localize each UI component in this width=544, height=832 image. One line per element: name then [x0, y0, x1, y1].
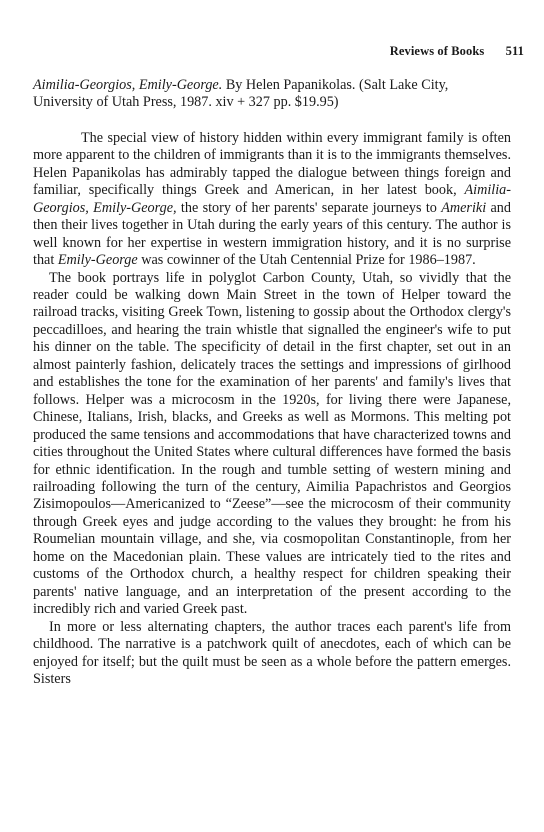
running-head-title: Reviews of Books: [389, 44, 485, 58]
citation-book-title: Aimilia-Georgios, Emily-George.: [33, 77, 223, 93]
p1-italic-title: Aimilia-Georgios, Emily-George,: [33, 182, 511, 216]
review-paragraph-3: In more or less alternating chapters, the author traces each parent's life from childhood. The narrative is a patchwork quilt of anecdotes, each of which can be enjoyed for itself; but the quilt must be seen as a whole before the pattern emerges. Sisters: [33, 618, 511, 687]
citation-details: By Helen Papanikolas. (Salt Lake City, University of Utah Press, 1987. xiv + 327 pp. $19.95): [33, 77, 449, 111]
p1-italic-emily-george: Emily-George: [57, 252, 138, 269]
citation-text: [33, 77, 511, 112]
review-paragraph-1: [33, 130, 511, 270]
p1-text-b: the story of her parents' separate journeys to: [176, 199, 442, 216]
review-body: [33, 77, 511, 688]
book-citation: [33, 77, 511, 112]
p1-text-c: and then their lives together in Utah during the early years of this century. The author is well known for her expertise in western immigration history, and it is no surprise that: [33, 199, 511, 269]
running-head: [390, 44, 524, 59]
p1-italic-ameriki: Ameriki: [441, 199, 487, 216]
p1-text-d: was cowinner of the Utah Centennial Prize for 1986–1987.: [137, 252, 476, 269]
page-number: 511: [505, 44, 524, 58]
p1-text-a: The special view of history hidden within every immigrant family is often more apparent to the children of immigrants than it is to the immigrants themselves. Helen Papanikolas has admirably tapped the dialogue between things foreign and familiar, specifically things Greek and American, in her latest book,: [33, 129, 511, 199]
review-paragraph-2: The book portrays life in polyglot Carbon County, Utah, so vividly that the reader could be walking down Main Street in the town of Helper toward the railroad tracks, visiting Greek Town, listening to gossip about the Orthodox clergy's peccadilloes, and hearing the train whistle that signalled the engineer's wife to put his dinner on the table. The specificity of detail in the first chapter, set out in an almost painterly fashion, delicately traces the settings and impressions of girlhood and establishes the tone for the examination of her parents' and family's lives that follows. Helper was a microcosm in the 1920s, for living there were Japanese, Chinese, Italians, Irish, blacks, and Greeks as well as Mormons. This melting pot produced the same tensions and accommodations that have characterized towns and cities throughout the United States where cultural differences have formed the basis for ethnic identification. In the rough and tumble setting of western mining and railroading following the turn of the century, Aimilia Papachristos and Georgios Zisimopoulos—Americanized to “Zeese”—see the microcosm of their community through Greek eyes and judge according to the values they brought: he from his Roumelian mountain village, and she, via cosmopolitan Constantinople, from her home on the Macedonian plain. These values are intricately tied to the rites and customs of the Orthodox church, a healthy respect for children speaking their parents' native language, and an interpretation of the present according to the incredibly rich and varied Greek past.: [33, 269, 511, 618]
